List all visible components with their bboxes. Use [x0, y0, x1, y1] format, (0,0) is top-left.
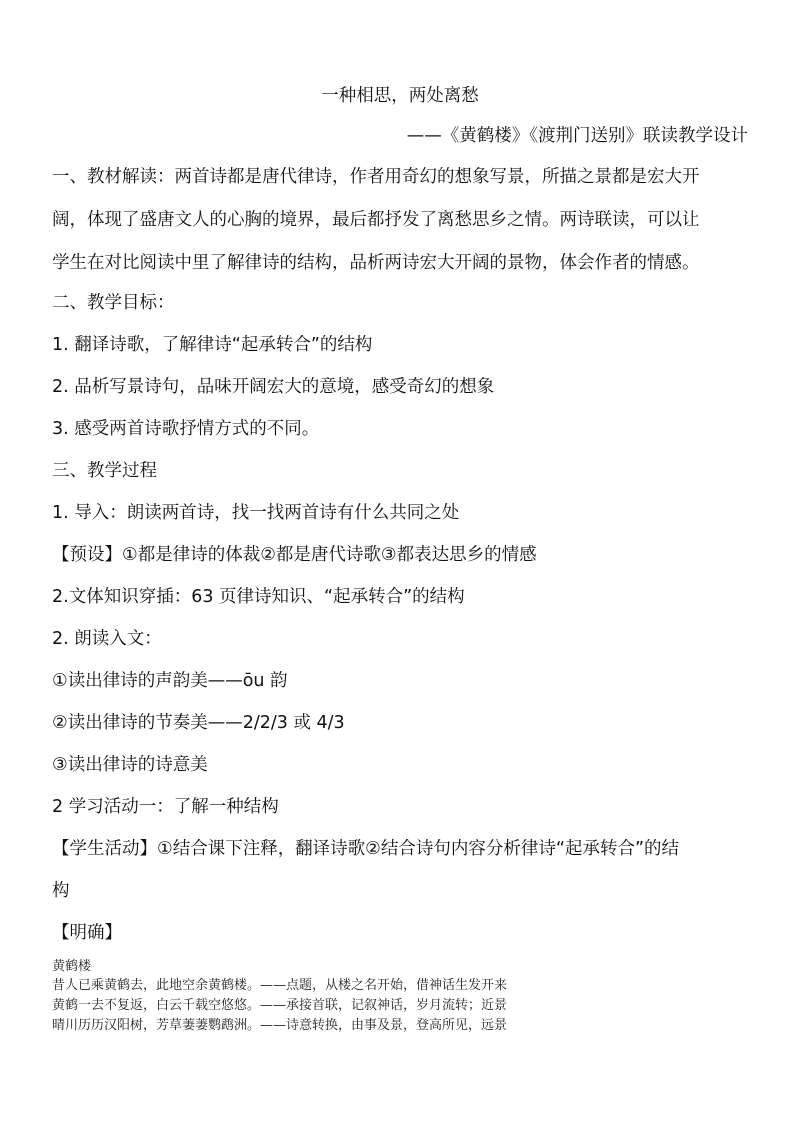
- list-item: 2. 朗读入文：: [52, 629, 162, 649]
- list-item: ①读出律诗的声韵美——ōu 韵: [52, 671, 288, 691]
- list-item: 1. 导入：朗读两首诗，找一找两首诗有什么共同之处: [52, 503, 460, 523]
- paragraph-line: 【明确】: [52, 923, 122, 943]
- paragraph-line: 阔，体现了盛唐文人的心胸的境界，最后都抒发了离愁思乡之情。两诗联读，可以让: [52, 210, 700, 230]
- list-item: ②读出律诗的节奏美——2/2/3 或 4/3: [52, 713, 345, 733]
- example-line: 黄鹤一去不复返，白云千载空悠悠。——承接首联，记叙神话，岁月流转；近景: [52, 998, 508, 1013]
- document-title: 一种相思，两处离愁: [321, 86, 479, 106]
- list-item: 2. 品析写景诗句，品味开阔宏大的意境，感受奇幻的想象: [52, 377, 495, 397]
- example-heading: 黄鹤楼: [52, 959, 92, 974]
- list-item: 1. 翻译诗歌，了解律诗“起承转合”的结构: [52, 335, 373, 355]
- list-item: 2.文体知识穿插：63 页律诗知识、“起承转合”的结构: [52, 587, 465, 607]
- paragraph-line: 一、教材解读：两首诗都是唐代律诗，作者用奇幻的想象写景，所描之景都是宏大开: [52, 167, 700, 187]
- document-subtitle: ——《黄鹤楼》《渡荆门送别》联读教学设计: [406, 126, 748, 146]
- paragraph-line: 学生在对比阅读中里了解律诗的结构，品析两诗宏大开阔的景物，体会作者的情感。: [52, 253, 700, 273]
- list-item: 2 学习活动一：了解一种结构: [52, 797, 279, 817]
- paragraph-line: 构: [52, 881, 70, 901]
- list-item: 3. 感受两首诗歌抒情方式的不同。: [52, 419, 320, 439]
- paragraph-line: 【预设】①都是律诗的体裁②都是唐代诗歌③都表达思乡的情感: [52, 545, 537, 565]
- example-line: 昔人已乘黄鹤去，此地空余黄鹤楼。——点题，从楼之名开始，借神话生发开来: [52, 978, 508, 993]
- example-line: 晴川历历汉阳树，芳草萋萋鹦鹉洲。——诗意转换，由事及景，登高所见，远景: [52, 1018, 508, 1033]
- paragraph-line: 【学生活动】①结合课下注释，翻译诗歌②结合诗句内容分析律诗“起承转合”的结: [52, 839, 680, 859]
- section-heading: 二、教学目标：: [52, 293, 175, 313]
- list-item: ③读出律诗的诗意美: [52, 755, 208, 775]
- section-heading: 三、教学过程: [52, 461, 157, 481]
